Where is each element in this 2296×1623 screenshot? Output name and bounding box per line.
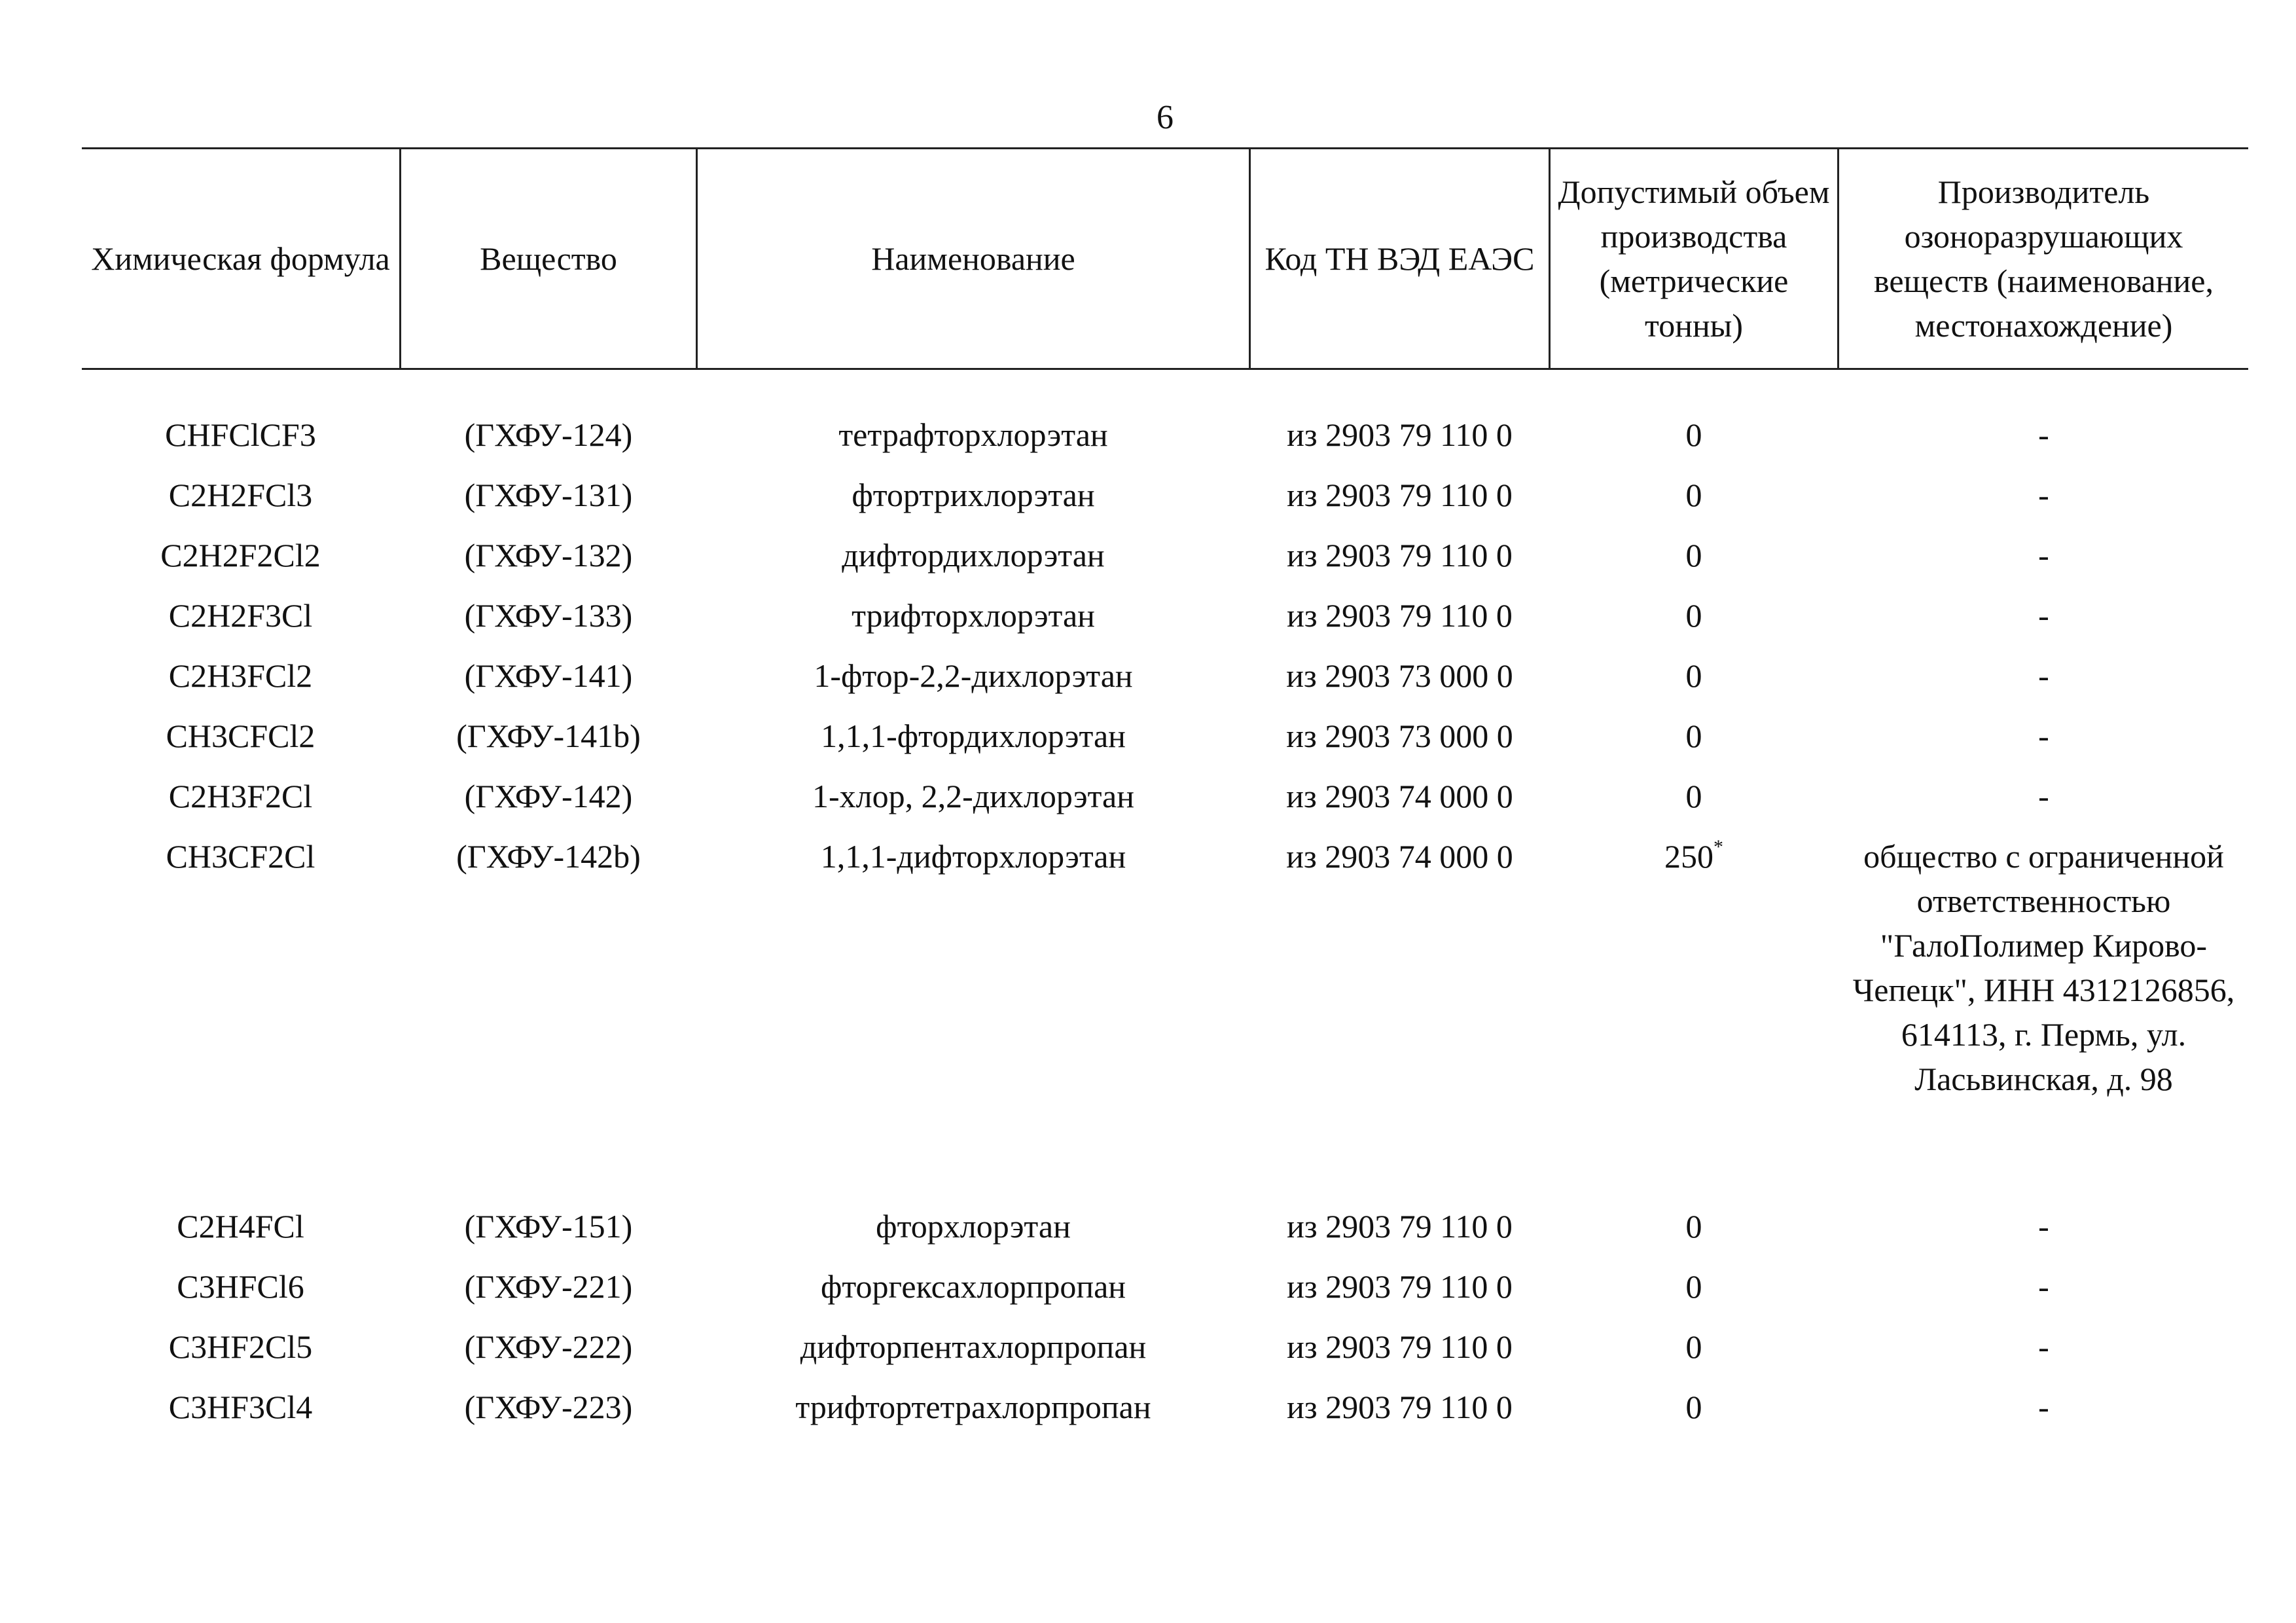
cell-chemical-formula <box>82 1324 399 1369</box>
cell-substance <box>401 714 696 758</box>
header-allowed-volume: Допустимый объем производства (метрические тонны) <box>1558 173 1830 344</box>
cell-substance-text: (ГХФУ-133) <box>464 597 633 634</box>
header-name: Наименование <box>871 240 1075 277</box>
cell-allowed-volume <box>1551 1264 1837 1309</box>
cell-producer-text: - <box>2038 416 2049 453</box>
cell-name <box>698 714 1249 758</box>
cell-allowed-volume <box>1551 653 1837 698</box>
cell-allowed-volume <box>1551 834 1837 879</box>
table-row <box>82 1385 2248 1445</box>
cell-substance-text: (ГХФУ-141) <box>464 657 633 694</box>
cell-producer-text: - <box>2038 718 2049 754</box>
cell-producer <box>1839 412 2248 457</box>
cell-producer <box>1839 473 2248 517</box>
cell-chemical-formula <box>82 473 399 517</box>
cell-producer-text: - <box>2038 778 2049 814</box>
cell-chemical-formula-text: C2H2F2Cl2 <box>160 537 321 574</box>
cell-customs-code-text: из 2903 74 000 0 <box>1286 778 1513 814</box>
table-row <box>82 533 2248 593</box>
cell-producer-text: - <box>2038 657 2049 694</box>
cell-producer <box>1839 533 2248 577</box>
cell-allowed-volume <box>1551 473 1837 517</box>
table-row <box>82 653 2248 714</box>
cell-substance-text: (ГХФУ-151) <box>464 1208 633 1245</box>
cell-name <box>698 834 1249 879</box>
cell-substance-text: (ГХФУ-222) <box>464 1328 633 1365</box>
header-producer: Производитель озоноразрушающих веществ (наименование, местонахождение) <box>1874 173 2214 344</box>
page-number: 6 <box>1157 99 1174 136</box>
cell-substance <box>401 1324 696 1369</box>
cell-chemical-formula <box>82 1264 399 1309</box>
cell-chemical-formula-text: C2H4FCl <box>177 1208 304 1245</box>
cell-chemical-formula <box>82 1385 399 1429</box>
cell-producer-text: - <box>2038 1208 2049 1245</box>
cell-name <box>698 1264 1249 1309</box>
cell-chemical-formula <box>82 533 399 577</box>
table-row <box>82 714 2248 774</box>
cell-chemical-formula-text: CH3CFCl2 <box>166 718 315 754</box>
cell-producer <box>1839 1264 2248 1309</box>
cell-name-text: фторгексахлорпропан <box>820 1268 1126 1305</box>
cell-name-text: 1-фтор-2,2-дихлорэтан <box>814 657 1133 694</box>
cell-producer-text: - <box>2038 1268 2049 1305</box>
cell-allowed-volume <box>1551 412 1837 457</box>
cell-name-text: 1,1,1-фтордихлорэтан <box>821 718 1126 754</box>
cell-producer <box>1839 1204 2248 1249</box>
cell-chemical-formula <box>82 593 399 638</box>
cell-allowed-volume-text: 0 <box>1685 1268 1702 1305</box>
cell-substance-text: (ГХФУ-124) <box>464 416 633 453</box>
cell-allowed-volume-text: 0 <box>1685 537 1702 574</box>
cell-chemical-formula-text: C3HF2Cl5 <box>168 1328 313 1365</box>
cell-customs-code <box>1251 593 1549 638</box>
cell-name <box>698 593 1249 638</box>
cell-substance <box>401 1204 696 1249</box>
cell-customs-code <box>1251 774 1549 818</box>
cell-customs-code-text: из 2903 74 000 0 <box>1286 838 1513 875</box>
table-row <box>82 1204 2248 1264</box>
cell-customs-code-text: из 2903 79 110 0 <box>1287 416 1513 453</box>
cell-name-text: 1,1,1-дифторхлорэтан <box>820 838 1126 875</box>
cell-producer <box>1839 1324 2248 1369</box>
cell-customs-code <box>1251 473 1549 517</box>
cell-name-text: тетрафторхлорэтан <box>838 416 1108 453</box>
footnote-mark: * <box>1713 836 1723 858</box>
table-row <box>82 412 2248 473</box>
cell-allowed-volume-text: 0 <box>1685 477 1702 513</box>
cell-producer-text: - <box>2038 537 2049 574</box>
cell-allowed-volume-text: 0 <box>1685 778 1702 814</box>
cell-name <box>698 774 1249 818</box>
table-header <box>82 147 2248 370</box>
cell-allowed-volume <box>1551 1204 1837 1249</box>
table-row <box>82 473 2248 533</box>
cell-allowed-volume-text: 0 <box>1685 718 1702 754</box>
cell-substance <box>401 774 696 818</box>
cell-customs-code <box>1251 714 1549 758</box>
cell-producer <box>1839 1385 2248 1429</box>
cell-name-text: 1-хлор, 2,2-дихлорэтан <box>812 778 1135 814</box>
cell-allowed-volume-text: 0 <box>1685 1328 1702 1365</box>
cell-name-text: трифторхлорэтан <box>852 597 1095 634</box>
table-row <box>82 593 2248 653</box>
cell-producer <box>1839 653 2248 698</box>
cell-chemical-formula <box>82 714 399 758</box>
cell-allowed-volume-text: 0 <box>1685 416 1702 453</box>
cell-allowed-volume-text: 0 <box>1685 597 1702 634</box>
table-row <box>82 774 2248 834</box>
cell-producer <box>1839 834 2248 1101</box>
cell-customs-code-text: из 2903 79 110 0 <box>1287 1268 1513 1305</box>
cell-substance-text: (ГХФУ-142) <box>464 778 633 814</box>
cell-producer-text: общество с ограниченной ответственностью "ГалоПолимер Кирово-Чепецк", ИНН 4312126856, 614113, г. Пермь, ул. Ласьвинская, д. 98 <box>1852 838 2235 1097</box>
header-substance: Вещество <box>480 240 617 277</box>
cell-substance-text: (ГХФУ-142b) <box>456 838 641 875</box>
cell-name-text: фтортрихлорэтан <box>852 477 1095 513</box>
cell-substance-text: (ГХФУ-141b) <box>456 718 641 754</box>
cell-name-text: дифторпентахлорпропан <box>800 1328 1147 1365</box>
cell-substance-text: (ГХФУ-131) <box>464 477 633 513</box>
cell-customs-code <box>1251 1385 1549 1429</box>
cell-chemical-formula <box>82 1204 399 1249</box>
cell-customs-code <box>1251 834 1549 879</box>
cell-substance-text: (ГХФУ-132) <box>464 537 633 574</box>
cell-substance <box>401 653 696 698</box>
cell-allowed-volume <box>1551 1385 1837 1429</box>
cell-name-text: трифтортетрахлорпропан <box>795 1389 1151 1425</box>
cell-name <box>698 1385 1249 1429</box>
cell-allowed-volume <box>1551 714 1837 758</box>
cell-customs-code-text: из 2903 79 110 0 <box>1287 477 1513 513</box>
cell-customs-code-text: из 2903 79 110 0 <box>1287 1389 1513 1425</box>
cell-producer-text: - <box>2038 597 2049 634</box>
cell-chemical-formula <box>82 834 399 879</box>
cell-customs-code <box>1251 1264 1549 1309</box>
cell-name <box>698 1204 1249 1249</box>
cell-customs-code-text: из 2903 79 110 0 <box>1287 1328 1513 1365</box>
cell-customs-code <box>1251 1324 1549 1369</box>
cell-chemical-formula <box>82 412 399 457</box>
cell-chemical-formula <box>82 653 399 698</box>
cell-substance <box>401 1385 696 1429</box>
cell-customs-code <box>1251 1204 1549 1249</box>
cell-customs-code-text: из 2903 79 110 0 <box>1287 1208 1513 1245</box>
cell-producer-text: - <box>2038 1389 2049 1425</box>
cell-allowed-volume <box>1551 774 1837 818</box>
header-chemical-formula: Химическая формула <box>91 240 390 277</box>
cell-substance <box>401 473 696 517</box>
cell-chemical-formula-text: C3HF3Cl4 <box>168 1389 313 1425</box>
cell-allowed-volume <box>1551 533 1837 577</box>
cell-customs-code-text: из 2903 73 000 0 <box>1286 657 1513 694</box>
cell-customs-code-text: из 2903 79 110 0 <box>1287 597 1513 634</box>
cell-chemical-formula-text: CH3CF2Cl <box>166 838 315 875</box>
cell-producer <box>1839 714 2248 758</box>
cell-chemical-formula-text: C3HFCl6 <box>177 1268 304 1305</box>
cell-substance-text: (ГХФУ-221) <box>464 1268 633 1305</box>
cell-name <box>698 1324 1249 1369</box>
cell-allowed-volume <box>1551 593 1837 638</box>
cell-producer-text: - <box>2038 477 2049 513</box>
cell-customs-code <box>1251 412 1549 457</box>
cell-customs-code-text: из 2903 79 110 0 <box>1287 537 1513 574</box>
cell-producer <box>1839 593 2248 638</box>
cell-allowed-volume-text: 0 <box>1685 1389 1702 1425</box>
cell-chemical-formula-text: C2H2FCl3 <box>168 477 313 513</box>
cell-producer <box>1839 774 2248 818</box>
cell-allowed-volume-text: 250 <box>1664 838 1713 875</box>
cell-substance <box>401 1264 696 1309</box>
cell-name <box>698 653 1249 698</box>
table-row <box>82 1264 2248 1324</box>
cell-substance-text: (ГХФУ-223) <box>464 1389 633 1425</box>
cell-chemical-formula <box>82 774 399 818</box>
cell-chemical-formula-text: C2H3F2Cl <box>168 778 313 814</box>
table-row <box>82 1324 2248 1385</box>
cell-substance <box>401 533 696 577</box>
cell-chemical-formula-text: CHFClCF3 <box>165 416 316 453</box>
cell-allowed-volume <box>1551 1324 1837 1369</box>
cell-customs-code-text: из 2903 73 000 0 <box>1286 718 1513 754</box>
cell-name <box>698 473 1249 517</box>
cell-customs-code <box>1251 533 1549 577</box>
cell-substance <box>401 593 696 638</box>
cell-chemical-formula-text: C2H2F3Cl <box>168 597 313 634</box>
cell-chemical-formula-text: C2H3FCl2 <box>168 657 313 694</box>
cell-allowed-volume-text: 0 <box>1685 657 1702 694</box>
cell-customs-code <box>1251 653 1549 698</box>
cell-producer-text: - <box>2038 1328 2049 1365</box>
cell-substance <box>401 834 696 879</box>
header-customs-code: Код ТН ВЭД ЕАЭС <box>1265 240 1535 277</box>
cell-name-text: дифтордихлорэтан <box>842 537 1105 574</box>
cell-name <box>698 533 1249 577</box>
table-row <box>82 834 2248 1204</box>
cell-name-text: фторхлорэтан <box>876 1208 1071 1245</box>
table-body <box>82 412 2248 1445</box>
cell-substance <box>401 412 696 457</box>
cell-allowed-volume-text: 0 <box>1685 1208 1702 1245</box>
cell-name <box>698 412 1249 457</box>
